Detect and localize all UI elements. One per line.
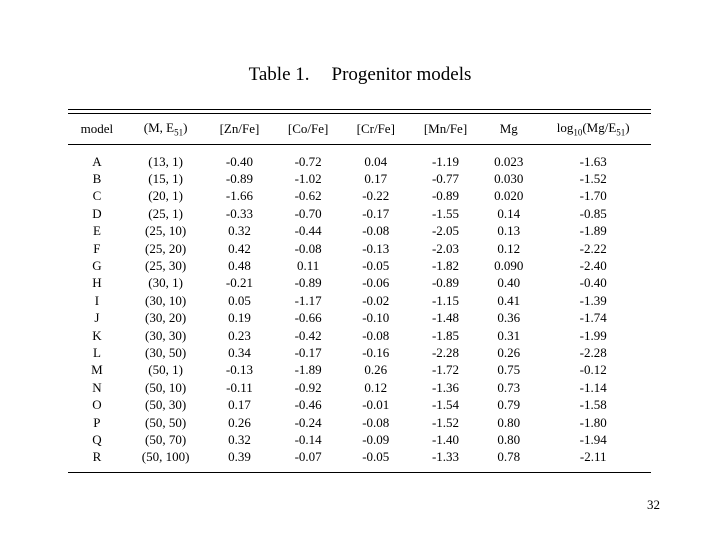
cell-co-fe: -0.14 [294, 431, 322, 447]
cell-log-mg-e51: -2.11 [579, 449, 607, 465]
table-row [68, 275, 651, 292]
table-row [68, 449, 651, 472]
cell-mg: 0.79 [497, 397, 521, 413]
cell-cr-fe: 0.12 [364, 379, 388, 395]
cell-zn-fe: -0.89 [225, 171, 253, 187]
col-header-log-mg-e51: $\log_{10}(Mg/E_{51})$ [556, 120, 630, 138]
table-row [68, 414, 651, 431]
cell-cr-fe: -0.08 [362, 414, 390, 430]
table-row [68, 205, 651, 222]
cell-zn-fe: 0.39 [228, 449, 251, 465]
cell-cr-fe: -0.10 [362, 310, 390, 326]
cell-mn-fe: -1.82 [431, 258, 460, 274]
cell-co-fe: -0.46 [294, 397, 322, 413]
cell-mg: 0.75 [497, 362, 521, 378]
table-row [68, 310, 651, 327]
table-row [68, 379, 651, 396]
cell-log-mg-e51: -1.70 [579, 188, 607, 204]
cell-zn-fe: 0.48 [228, 258, 251, 274]
cell-mass-energy: (50, 100) [141, 449, 190, 465]
cell-cr-fe: -0.17 [362, 205, 390, 221]
cell-zn-fe: -0.11 [226, 379, 253, 395]
cell-log-mg-e51: -2.28 [579, 344, 607, 360]
cell-model: J [94, 310, 100, 326]
cell-mg: 0.31 [497, 327, 521, 343]
cell-zn-fe: -0.21 [225, 275, 253, 291]
cell-mn-fe: -1.52 [431, 414, 460, 430]
cell-model: M [91, 362, 103, 378]
cell-log-mg-e51: -0.85 [579, 205, 607, 221]
cell-mn-fe: -1.33 [431, 449, 460, 465]
cell-zn-fe: 0.26 [228, 414, 251, 430]
col-header-mn-fe: [Mn/Fe] [423, 121, 468, 136]
cell-mg: 0.26 [497, 344, 521, 360]
cell-co-fe: -0.70 [294, 205, 322, 221]
cell-co-fe: -0.42 [294, 327, 322, 343]
cell-co-fe: -1.89 [294, 362, 322, 378]
cell-mg: 0.40 [497, 275, 521, 291]
col-header-zn-fe: [Zn/Fe] [219, 121, 260, 136]
cell-log-mg-e51: -1.52 [579, 171, 607, 187]
cell-mass-energy: (30, 10) [145, 292, 187, 308]
cell-cr-fe: -0.09 [362, 431, 390, 447]
cell-zn-fe: -1.66 [225, 188, 253, 204]
cell-co-fe: -0.07 [294, 449, 322, 465]
cell-mass-energy: (30, 50) [145, 344, 187, 360]
cell-co-fe: -0.17 [294, 344, 322, 360]
cell-mn-fe: -2.05 [431, 223, 460, 239]
cell-co-fe: -0.08 [294, 240, 322, 256]
cell-co-fe: -0.24 [294, 414, 322, 430]
cell-mass-energy: (50, 50) [145, 414, 187, 430]
cell-mn-fe: -2.03 [431, 240, 460, 256]
cell-model: C [92, 188, 102, 204]
cell-zn-fe: 0.42 [228, 240, 251, 256]
cell-mg: 0.090 [494, 258, 524, 274]
cell-mass-energy: (15, 1) [148, 171, 183, 187]
cell-mg: 0.80 [497, 431, 521, 447]
cell-zn-fe: 0.32 [228, 223, 251, 239]
cell-model: N [92, 379, 102, 395]
cell-log-mg-e51: -1.94 [579, 431, 607, 447]
cell-cr-fe: -0.13 [362, 240, 390, 256]
table-row [68, 257, 651, 274]
cell-mg: 0.020 [494, 188, 524, 204]
cell-mass-energy: (25, 1) [148, 205, 183, 221]
cell-model: A [92, 153, 102, 169]
cell-co-fe: -0.89 [294, 275, 322, 291]
cell-model: K [92, 327, 102, 343]
cell-cr-fe: 0.26 [364, 362, 388, 378]
cell-mg: 0.78 [497, 449, 521, 465]
cell-cr-fe: -0.22 [362, 188, 390, 204]
cell-model: R [92, 449, 102, 465]
cell-cr-fe: -0.05 [362, 449, 390, 465]
table-row [68, 145, 651, 170]
cell-zn-fe: 0.23 [228, 327, 251, 343]
cell-mass-energy: (30, 20) [145, 310, 187, 326]
cell-mn-fe: -1.55 [431, 205, 460, 221]
table-label: Table 1. [248, 64, 310, 85]
cell-co-fe: -0.92 [294, 379, 322, 395]
cell-log-mg-e51: -1.74 [579, 310, 607, 326]
cell-log-mg-e51: -1.89 [579, 223, 607, 239]
cell-mg: 0.023 [494, 153, 524, 169]
cell-mn-fe: -0.77 [431, 171, 460, 187]
cell-mass-energy: (13, 1) [148, 153, 183, 169]
cell-zn-fe: 0.34 [228, 344, 251, 360]
cell-mass-energy: (20, 1) [148, 188, 183, 204]
col-header-mg: Mg [499, 121, 518, 136]
cell-cr-fe: -0.16 [362, 344, 390, 360]
cell-mass-energy: (50, 30) [145, 397, 187, 413]
cell-model: E [92, 223, 101, 239]
table-row [68, 327, 651, 344]
top-rule [68, 109, 651, 110]
cell-mg: 0.12 [497, 240, 521, 256]
cell-mg: 0.030 [494, 171, 524, 187]
cell-co-fe: -0.44 [294, 223, 322, 239]
page-number: 32 [647, 497, 660, 512]
cell-log-mg-e51: -2.40 [579, 258, 607, 274]
cell-mass-energy: (50, 10) [145, 379, 187, 395]
cell-co-fe: -0.72 [294, 153, 322, 169]
cell-log-mg-e51: -1.39 [579, 292, 607, 308]
cell-mg: 0.13 [497, 223, 521, 239]
cell-co-fe: -0.62 [294, 188, 322, 204]
cell-log-mg-e51: -1.99 [579, 327, 607, 343]
cell-mn-fe: -1.85 [431, 327, 460, 343]
cell-log-mg-e51: -2.22 [579, 240, 607, 256]
cell-co-fe: 0.11 [296, 258, 320, 274]
cell-log-mg-e51: -0.40 [579, 275, 607, 291]
cell-zn-fe: -0.40 [225, 153, 253, 169]
cell-model: B [92, 171, 102, 187]
cell-model: F [93, 240, 101, 256]
cell-mass-energy: (25, 10) [145, 223, 187, 239]
cell-cr-fe: -0.06 [362, 275, 390, 291]
cell-model: P [93, 414, 101, 430]
cell-mg: 0.80 [497, 414, 521, 430]
cell-model: I [94, 292, 100, 308]
cell-mn-fe: -1.36 [431, 379, 460, 395]
cell-model: Q [92, 431, 102, 447]
cell-mass-energy: (50, 1) [148, 362, 183, 378]
cell-mn-fe: -1.40 [431, 431, 460, 447]
cell-log-mg-e51: -1.63 [579, 153, 607, 169]
cell-mn-fe: -1.48 [431, 310, 460, 326]
cell-log-mg-e51: -1.58 [579, 397, 607, 413]
cell-mg: 0.73 [497, 379, 521, 395]
cell-mn-fe: -1.72 [431, 362, 460, 378]
cell-mg: 0.14 [497, 205, 521, 221]
cell-cr-fe: -0.05 [362, 258, 390, 274]
cell-mass-energy: (50, 70) [145, 431, 187, 447]
table-title: Progenitor models [331, 64, 472, 85]
cell-mass-energy: (25, 30) [145, 258, 187, 274]
cell-co-fe: -1.02 [294, 171, 322, 187]
cell-zn-fe: -0.33 [225, 205, 253, 221]
cell-cr-fe: 0.04 [364, 153, 388, 169]
cell-mn-fe: -0.89 [431, 275, 460, 291]
table-caption [0, 64, 720, 86]
table-row [68, 344, 651, 361]
cell-model: H [92, 275, 102, 291]
cell-log-mg-e51: -1.14 [579, 379, 607, 395]
cell-co-fe: -1.17 [294, 292, 322, 308]
cell-model: L [92, 344, 101, 360]
bottom-rule [68, 472, 651, 473]
table-row [68, 362, 651, 379]
cell-mg: 0.41 [497, 292, 521, 308]
cell-cr-fe: -0.02 [362, 292, 390, 308]
cell-mn-fe: -0.89 [431, 188, 460, 204]
cell-mn-fe: -1.15 [431, 292, 460, 308]
cell-model: D [92, 205, 102, 221]
cell-zn-fe: 0.32 [228, 431, 251, 447]
cell-mass-energy: (30, 30) [145, 327, 187, 343]
cell-mn-fe: -1.19 [431, 153, 460, 169]
cell-log-mg-e51: -1.80 [579, 414, 607, 430]
cell-co-fe: -0.66 [294, 310, 322, 326]
cell-zn-fe: 0.17 [228, 397, 251, 413]
cell-cr-fe: -0.08 [362, 327, 390, 343]
table-row [68, 396, 651, 413]
col-header-model: model [80, 121, 114, 136]
cell-mass-energy: (30, 1) [148, 275, 183, 291]
table-body [68, 145, 651, 472]
col-header-co-fe: [Co/Fe] [287, 121, 329, 136]
cell-mass-energy: (25, 20) [145, 240, 187, 256]
cell-mg: 0.36 [497, 310, 521, 326]
cell-zn-fe: 0.05 [228, 292, 251, 308]
cell-log-mg-e51: -0.12 [579, 362, 607, 378]
cell-cr-fe: 0.17 [364, 171, 388, 187]
cell-model: G [92, 258, 102, 274]
cell-zn-fe: 0.19 [228, 310, 251, 326]
table-row [68, 431, 651, 448]
table-row [68, 292, 651, 309]
header-row [68, 114, 651, 145]
cell-cr-fe: -0.08 [362, 223, 390, 239]
progenitor-table [68, 109, 651, 473]
table-row [68, 223, 651, 240]
cell-model: O [92, 397, 102, 413]
cell-cr-fe: -0.01 [362, 397, 390, 413]
col-header-cr-fe: [Cr/Fe] [356, 121, 395, 136]
col-header-mass-energy: (M, $E_{51}$) [143, 120, 188, 138]
table-row [68, 188, 651, 205]
cell-zn-fe: -0.13 [225, 362, 253, 378]
cell-mn-fe: -1.54 [431, 397, 460, 413]
table-row [68, 170, 651, 187]
cell-mn-fe: -2.28 [431, 344, 460, 360]
table-row [68, 240, 651, 257]
